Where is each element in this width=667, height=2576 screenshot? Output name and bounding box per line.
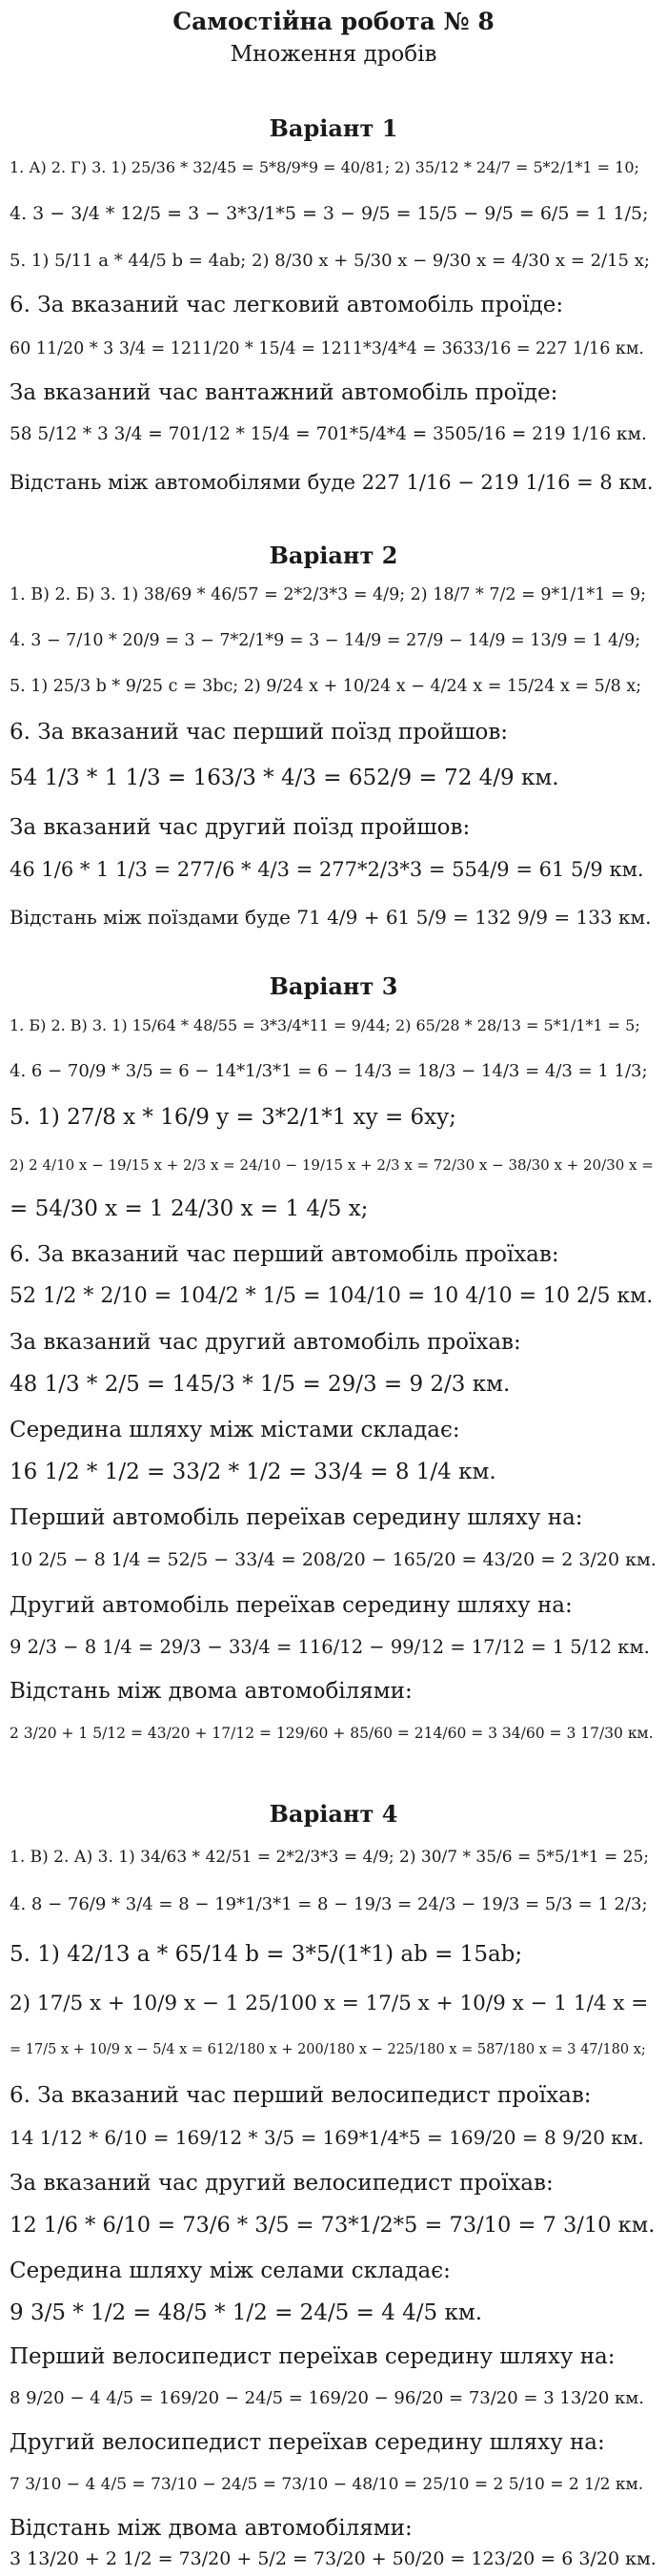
variant-4-line: 5. 1) 42/13 a * 65/14 b = 3*5/(1*1) ab = 15ab; (10, 1942, 523, 1967)
variant-2-line: 6. За вказаний час перший поїзд пройшов: (10, 720, 509, 745)
variant-3-line: Другий автомобіль переїхав середину шляху на: (10, 1593, 573, 1618)
variant-2-line: За вказаний час другий поїзд пройшов: (10, 815, 471, 840)
variant-3-line: Середина шляху між містами складає: (10, 1418, 460, 1442)
variant-3-line: 1. Б) 2. В) 3. 1) 15/64 * 48/55 = 3*3/4*11 = 9/44; 2) 65/28 * 28/13 = 5*1/1*1 = 5; (10, 1016, 640, 1034)
page-title: Самостійна робота № 8 (172, 8, 495, 35)
variant-3-line: 2) 2 4/10 x − 19/15 x + 2/3 x = 24/10 − 19/15 x + 2/3 x = 72/30 x − 38/30 x + 20/30 x = (10, 1156, 654, 1174)
variant-3-line: = 54/30 x = 1 24/30 x = 1 4/5 x; (10, 1196, 369, 1221)
variant-4-line: 14 1/12 * 6/10 = 169/12 * 3/5 = 169*1/4*5 = 169/20 = 8 9/20 км. (10, 2126, 644, 2149)
variant-4-line: 12 1/6 * 6/10 = 73/6 * 3/5 = 73*1/2*5 = 73/10 = 7 3/10 км. (10, 2213, 656, 2238)
variant-3-title: Варіант 3 (269, 972, 398, 1000)
variant-1-title: Варіант 1 (269, 114, 398, 142)
variant-3-line: 48 1/3 * 2/5 = 145/3 * 1/5 = 29/3 = 9 2/3 км. (10, 1372, 511, 1397)
variant-1-line: 58 5/12 * 3 3/4 = 701/12 * 15/4 = 701*5/4*4 = 3505/16 = 219 1/16 км. (10, 424, 647, 444)
variant-3-line: Перший автомобіль переїхав середину шляху на: (10, 1505, 583, 1530)
variant-4-line: 4. 8 − 76/9 * 3/4 = 8 − 19*1/3*1 = 8 − 19/3 = 24/3 − 19/3 = 5/3 = 1 2/3; (10, 1894, 648, 1914)
variant-3-line: 10 2/5 − 8 1/4 = 52/5 − 33/4 = 208/20 − 165/20 = 43/20 = 2 3/20 км. (10, 1549, 657, 1570)
variant-2-line: 46 1/6 * 1 1/3 = 277/6 * 4/3 = 277*2/3*3 = 554/9 = 61 5/9 км. (10, 858, 644, 881)
variant-4-line: Другий велосипедист переїхав середину шляху на: (10, 2430, 605, 2455)
variant-4-line: За вказаний час другий велосипедист проїхав: (10, 2171, 554, 2196)
variant-4-line: Середина шляху між селами складає: (10, 2259, 451, 2283)
variant-1-line: 1. А) 2. Г) 3. 1) 25/36 * 32/45 = 5*8/9*9 = 40/81; 2) 35/12 * 24/7 = 5*2/1*1 = 10; (10, 158, 639, 176)
variant-3-line: 6. За вказаний час перший автомобіль проїхав: (10, 1242, 559, 1267)
variant-2-line: 1. В) 2. Б) 3. 1) 38/69 * 46/57 = 2*2/3*3 = 4/9; 2) 18/7 * 7/2 = 9*1/1*1 = 9; (10, 585, 647, 604)
variant-3-line: За вказаний час другий автомобіль проїхав: (10, 1330, 521, 1355)
variant-4-line: 9 3/5 * 1/2 = 48/5 * 1/2 = 24/5 = 4 4/5 км. (10, 2300, 483, 2325)
variant-1-line: Відстань між автомобілями буде 227 1/16 − 219 1/16 = 8 км. (10, 471, 654, 494)
variant-3-line: 4. 6 − 70/9 * 3/5 = 6 − 14*1/3*1 = 6 − 14/3 = 18/3 − 14/3 = 4/3 = 1 1/3; (10, 1061, 648, 1081)
variant-4-line: 1. В) 2. А) 3. 1) 34/63 * 42/51 = 2*2/3*3 = 4/9; 2) 30/7 * 35/6 = 5*5/1*1 = 25; (10, 1848, 650, 1867)
variant-1-line: 60 11/20 * 3 3/4 = 1211/20 * 15/4 = 1211*3/4*4 = 3633/16 = 227 1/16 км. (10, 339, 644, 358)
variant-4-line: 8 9/20 − 4 4/5 = 169/20 − 24/5 = 169/20 − 96/20 = 73/20 = 3 13/20 км. (10, 2388, 644, 2408)
variant-1-line: 4. 3 − 3/4 * 12/5 = 3 − 3*3/1*5 = 3 − 9/5 = 15/5 − 9/5 = 6/5 = 1 1/5; (10, 203, 649, 224)
variant-3-line: 9 2/3 − 8 1/4 = 29/3 − 33/4 = 116/12 − 99/12 = 17/12 = 1 5/12 км. (10, 1636, 650, 1658)
variant-2-line: Відстань між поїздами буде 71 4/9 + 61 5/9 = 132 9/9 = 133 км. (10, 906, 652, 929)
variant-2-title: Варіант 2 (269, 542, 398, 569)
variant-4-line: 7 3/10 − 4 4/5 = 73/10 − 24/5 = 73/10 − 48/10 = 25/10 = 2 5/10 = 2 1/2 км. (10, 2475, 644, 2494)
variant-3-line: 5. 1) 27/8 x * 16/9 y = 3*2/1*1 xy = 6xy; (10, 1105, 456, 1130)
variant-3-line: 16 1/2 * 1/2 = 33/2 * 1/2 = 33/4 = 8 1/4 км. (10, 1460, 496, 1484)
variant-2-line: 4. 3 − 7/10 * 20/9 = 3 − 7*2/1*9 = 3 − 14/9 = 27/9 − 14/9 = 13/9 = 1 4/9; (10, 631, 641, 650)
variant-3-line: 52 1/2 * 2/10 = 104/2 * 1/5 = 104/10 = 10 4/10 = 10 2/5 км. (10, 1284, 654, 1308)
variant-4-line: 3 13/20 + 2 1/2 = 73/20 + 5/2 = 73/20 + 50/20 = 123/20 = 6 3/20 км. (10, 2548, 657, 2569)
page-subtitle: Множення дробів (230, 42, 437, 67)
variant-1-line: 5. 1) 5/11 a * 44/5 b = 4ab; 2) 8/30 x + 5/30 x − 9/30 x = 4/30 x = 2/15 x; (10, 251, 650, 271)
variant-4-line: Відстань між двома автомобілями: (10, 2516, 413, 2541)
variant-4-line: Перший велосипедист переїхав середину шляху на: (10, 2344, 616, 2369)
variant-4-line: 2) 17/5 x + 10/9 x − 1 25/100 x = 17/5 x + 10/9 x − 1 1/4 x = (10, 1992, 649, 2015)
variant-4-line: 6. За вказаний час перший велосипедист проїхав: (10, 2083, 592, 2108)
variant-4-line: = 17/5 x + 10/9 x − 5/4 x = 612/180 x + 200/180 x − 225/180 x = 587/180 x = 3 47/180 x; (10, 2042, 646, 2057)
variant-4-title: Варіант 4 (269, 1800, 398, 1828)
variant-3-line: Відстань між двома автомобілями: (10, 1679, 413, 1704)
variant-1-line: 6. За вказаний час легковий автомобіль проїде: (10, 293, 564, 317)
variant-2-line: 5. 1) 25/3 b * 9/25 c = 3bc; 2) 9/24 x + 10/24 x − 4/24 x = 15/24 x = 5/8 x; (10, 677, 642, 696)
variant-2-line: 54 1/3 * 1 1/3 = 163/3 * 4/3 = 652/9 = 72 4/9 км. (10, 766, 559, 790)
variant-3-line: 2 3/20 + 1 5/12 = 43/20 + 17/12 = 129/60 + 85/60 = 214/60 = 3 34/60 = 3 17/30 км. (10, 1725, 654, 1742)
variant-1-line: За вказаний час вантажний автомобіль проїде: (10, 380, 558, 405)
